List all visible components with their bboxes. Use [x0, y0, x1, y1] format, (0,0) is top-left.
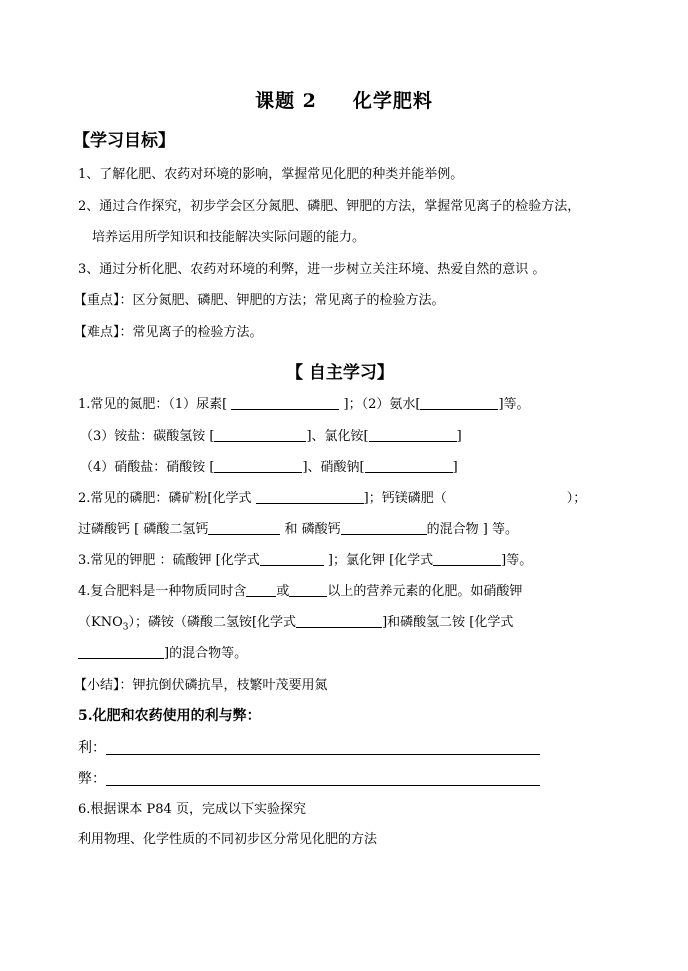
- potassium-sulfate-blank[interactable]: [260, 552, 324, 566]
- objective-3: 3、通过分析化肥、农药对环境的利弊，进一步树立关注环境、热爱自然的意识 。: [78, 262, 546, 277]
- pros-cons-heading: 5.化肥和农药使用的利与弊：: [78, 708, 261, 724]
- pros-answer-line[interactable]: [106, 753, 540, 755]
- nitrogen-line-1: 1.常见的氮肥：（1）尿素[ ]；（2）氨水[ ]等。: [78, 397, 530, 412]
- sodium-nitrate-blank[interactable]: [365, 459, 453, 473]
- pros-label: 利：: [78, 740, 106, 756]
- phosphate-rock-formula-blank[interactable]: [256, 490, 364, 504]
- difficulty: 【难点】：常见离子的检验方法。: [74, 325, 263, 340]
- cons-label: 弊：: [78, 771, 106, 787]
- key-point: 【重点】：区分氮肥、磷肥、钾肥的方法；常见离子的检验方法。: [74, 293, 445, 308]
- potassium-chloride-blank[interactable]: [433, 552, 501, 566]
- objective-1: 1、了解化肥、农药对环境的影响，掌握常见化肥的种类并能举例。: [78, 167, 464, 182]
- self-study-heading: 【 自主学习】: [286, 363, 394, 383]
- urea-formula-blank[interactable]: [231, 396, 339, 410]
- compound-line-2: $(KNO_3)$；磷铵（磷酸二氢铵[化学式 ]和磷酸氢二铵 [化学式: [78, 615, 514, 633]
- calcium-phosphate-blank[interactable]: [341, 521, 427, 535]
- summary-line: 【小结】：钾抗倒伏磷抗旱，枝繁叶茂要用氮: [74, 678, 328, 693]
- experiment-heading: 6.根据课本 P84 页，完成以下实验探究: [78, 802, 306, 817]
- objective-2-cont: 培养运用所学知识和技能解决实际问题的能力。: [92, 230, 366, 245]
- ammonia-water-formula-blank[interactable]: [420, 396, 498, 410]
- diammonium-phosphate-blank[interactable]: [78, 645, 164, 659]
- objectives-heading: 【学习目标】: [73, 131, 175, 151]
- ammonium-chloride-blank[interactable]: [369, 428, 457, 442]
- lesson-title: 化学肥料: [352, 90, 433, 112]
- compound-blank-2[interactable]: [289, 583, 327, 597]
- compound-line-3: ]的混合物等。: [78, 645, 247, 663]
- compound-line-1: 4.复合肥料是一种物质同时含 或 以上的营养元素的化肥。如硝酸钾: [78, 584, 523, 599]
- ammonium-nitrate-blank[interactable]: [214, 459, 302, 473]
- ammonium-dihydrogen-phosphate-blank[interactable]: [296, 614, 382, 628]
- nitrogen-line-3: （4）硝酸盐：硝酸铵 [ ]、硝酸钠[ ]: [80, 460, 458, 475]
- page-title: [0, 86, 688, 113]
- phosphate-line-1: 2.常见的磷肥：磷矿粉[化学式 ]；钙镁磷肥（ ）；: [78, 491, 587, 506]
- nitrogen-line-2: （3）铵盐：碳酸氢铵 [ ]、氯化铵[ ]: [80, 429, 462, 444]
- potash-line: 3.常见的钾肥 ：硫酸钾 [化学式 ]；氯化钾 [化学式 ]等。: [78, 553, 533, 568]
- ammonium-bicarbonate-blank[interactable]: [214, 428, 306, 442]
- experiment-text: 利用物理、化学性质的不同初步区分常见化肥的方法: [78, 832, 378, 847]
- objective-2: 2、通过合作探究，初步学会区分氮肥、磷肥、钾肥的方法，掌握常见离子的检验方法，: [78, 199, 581, 214]
- compound-blank-1[interactable]: [246, 583, 276, 597]
- cons-answer-line[interactable]: [106, 784, 540, 786]
- calcium-dihydrogen-phosphate-blank[interactable]: [208, 521, 280, 535]
- lesson-number: 课题 2: [255, 90, 317, 112]
- phosphate-line-2: 过磷酸钙 [ 磷酸二氢钙 和 磷酸钙 的混合物 ] 等。: [78, 522, 518, 537]
